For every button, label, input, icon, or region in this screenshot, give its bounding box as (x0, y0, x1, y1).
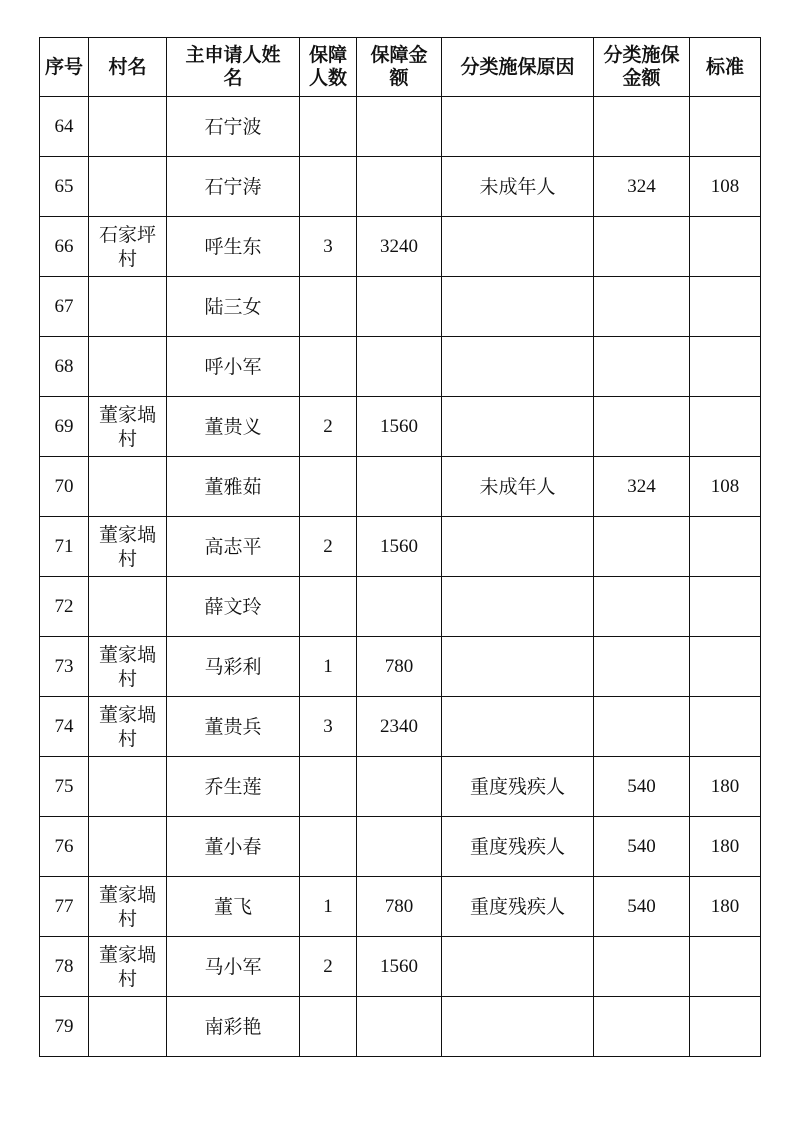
cell-reason (442, 517, 594, 577)
cell-count (300, 577, 357, 637)
table-row (40, 397, 761, 457)
cell-amount: 1560 (357, 517, 442, 577)
cell-seq: 77 (40, 877, 89, 937)
cell-applicant: 石宁波 (167, 97, 300, 157)
cell-seq: 65 (40, 157, 89, 217)
cell-seq: 79 (40, 997, 89, 1057)
header-row (40, 38, 761, 97)
cell-standard (690, 997, 761, 1057)
cell-reason (442, 937, 594, 997)
cell-seq: 68 (40, 337, 89, 397)
cell-count (300, 997, 357, 1057)
cell-standard (690, 577, 761, 637)
cell-standard (690, 217, 761, 277)
cell-standard (690, 517, 761, 577)
cell-applicant: 呼生东 (167, 217, 300, 277)
cell-reason: 重度残疾人 (442, 877, 594, 937)
table-body (40, 97, 761, 1057)
cell-count (300, 277, 357, 337)
cell-class-amount (594, 997, 690, 1057)
cell-seq: 69 (40, 397, 89, 457)
header-reason: 分类施保原因 (442, 38, 594, 97)
cell-reason: 未成年人 (442, 457, 594, 517)
cell-amount (357, 457, 442, 517)
cell-class-amount: 324 (594, 457, 690, 517)
cell-standard (690, 97, 761, 157)
cell-standard (690, 937, 761, 997)
cell-village: 董家堝村 (89, 697, 167, 757)
cell-applicant: 石宁涛 (167, 157, 300, 217)
cell-count (300, 157, 357, 217)
header-standard: 标准 (690, 38, 761, 97)
cell-seq: 76 (40, 817, 89, 877)
table-row (40, 517, 761, 577)
table-row (40, 337, 761, 397)
cell-class-amount (594, 577, 690, 637)
cell-count: 3 (300, 697, 357, 757)
cell-class-amount: 540 (594, 877, 690, 937)
cell-standard: 180 (690, 757, 761, 817)
cell-village (89, 997, 167, 1057)
cell-seq: 78 (40, 937, 89, 997)
header-amount: 保障金额 (357, 38, 442, 97)
cell-reason: 重度残疾人 (442, 757, 594, 817)
header-count: 保障人数 (300, 38, 357, 97)
cell-village (89, 457, 167, 517)
cell-reason (442, 277, 594, 337)
cell-seq: 75 (40, 757, 89, 817)
cell-count (300, 337, 357, 397)
cell-village (89, 157, 167, 217)
cell-village: 董家堝村 (89, 937, 167, 997)
cell-class-amount (594, 217, 690, 277)
cell-applicant: 乔生莲 (167, 757, 300, 817)
cell-amount (357, 157, 442, 217)
cell-village (89, 757, 167, 817)
cell-class-amount (594, 97, 690, 157)
cell-count: 1 (300, 637, 357, 697)
cell-village (89, 577, 167, 637)
cell-class-amount: 540 (594, 757, 690, 817)
cell-applicant: 董贵义 (167, 397, 300, 457)
cell-amount: 3240 (357, 217, 442, 277)
header-seq: 序号 (40, 38, 89, 97)
cell-village: 董家堝村 (89, 877, 167, 937)
cell-count (300, 97, 357, 157)
cell-standard (690, 337, 761, 397)
cell-amount: 780 (357, 637, 442, 697)
cell-count: 2 (300, 937, 357, 997)
cell-applicant: 马小军 (167, 937, 300, 997)
cell-class-amount (594, 397, 690, 457)
table-row (40, 97, 761, 157)
cell-reason (442, 577, 594, 637)
table-row (40, 817, 761, 877)
cell-reason (442, 217, 594, 277)
cell-village (89, 97, 167, 157)
cell-amount (357, 817, 442, 877)
table-row (40, 937, 761, 997)
cell-amount: 1560 (357, 397, 442, 457)
cell-standard: 180 (690, 877, 761, 937)
table-row (40, 577, 761, 637)
cell-standard: 180 (690, 817, 761, 877)
cell-class-amount: 540 (594, 817, 690, 877)
cell-amount (357, 277, 442, 337)
cell-reason (442, 397, 594, 457)
cell-amount (357, 337, 442, 397)
cell-seq: 70 (40, 457, 89, 517)
cell-count: 2 (300, 517, 357, 577)
cell-standard (690, 277, 761, 337)
table-row (40, 277, 761, 337)
cell-count: 3 (300, 217, 357, 277)
table-header (40, 38, 761, 97)
cell-seq: 72 (40, 577, 89, 637)
cell-count (300, 457, 357, 517)
header-applicant: 主申请人姓名 (167, 38, 300, 97)
cell-seq: 67 (40, 277, 89, 337)
table-row (40, 457, 761, 517)
cell-village: 董家堝村 (89, 397, 167, 457)
cell-village: 董家堝村 (89, 517, 167, 577)
cell-class-amount (594, 277, 690, 337)
table-row (40, 217, 761, 277)
cell-seq: 73 (40, 637, 89, 697)
cell-village: 石家坪村 (89, 217, 167, 277)
cell-seq: 71 (40, 517, 89, 577)
table-row (40, 697, 761, 757)
cell-applicant: 呼小军 (167, 337, 300, 397)
cell-applicant: 薛文玲 (167, 577, 300, 637)
cell-standard: 108 (690, 157, 761, 217)
cell-reason: 重度残疾人 (442, 817, 594, 877)
cell-count (300, 757, 357, 817)
cell-reason (442, 997, 594, 1057)
cell-standard (690, 637, 761, 697)
cell-class-amount (594, 517, 690, 577)
cell-class-amount (594, 697, 690, 757)
cell-applicant: 高志平 (167, 517, 300, 577)
cell-amount (357, 997, 442, 1057)
cell-amount (357, 97, 442, 157)
cell-standard: 108 (690, 457, 761, 517)
cell-count: 1 (300, 877, 357, 937)
cell-applicant: 南彩艳 (167, 997, 300, 1057)
cell-amount: 2340 (357, 697, 442, 757)
cell-village (89, 337, 167, 397)
cell-class-amount (594, 337, 690, 397)
cell-applicant: 董雅茹 (167, 457, 300, 517)
table-row (40, 877, 761, 937)
cell-applicant: 董飞 (167, 877, 300, 937)
cell-amount (357, 757, 442, 817)
cell-village (89, 277, 167, 337)
table-row (40, 997, 761, 1057)
cell-seq: 64 (40, 97, 89, 157)
cell-village: 董家堝村 (89, 637, 167, 697)
cell-standard (690, 397, 761, 457)
cell-amount (357, 577, 442, 637)
cell-applicant: 陆三女 (167, 277, 300, 337)
cell-seq: 74 (40, 697, 89, 757)
cell-count: 2 (300, 397, 357, 457)
cell-class-amount (594, 637, 690, 697)
cell-reason: 未成年人 (442, 157, 594, 217)
cell-applicant: 董贵兵 (167, 697, 300, 757)
cell-reason (442, 97, 594, 157)
cell-class-amount (594, 937, 690, 997)
header-village: 村名 (89, 38, 167, 97)
table-row (40, 637, 761, 697)
cell-reason (442, 637, 594, 697)
cell-seq: 66 (40, 217, 89, 277)
table-row (40, 757, 761, 817)
cell-class-amount: 324 (594, 157, 690, 217)
cell-reason (442, 697, 594, 757)
cell-amount: 1560 (357, 937, 442, 997)
cell-standard (690, 697, 761, 757)
cell-village (89, 817, 167, 877)
cell-applicant: 马彩利 (167, 637, 300, 697)
table-row (40, 157, 761, 217)
cell-reason (442, 337, 594, 397)
header-class-amount: 分类施保金额 (594, 38, 690, 97)
cell-applicant: 董小春 (167, 817, 300, 877)
assistance-table (39, 37, 761, 1057)
cell-amount: 780 (357, 877, 442, 937)
cell-count (300, 817, 357, 877)
